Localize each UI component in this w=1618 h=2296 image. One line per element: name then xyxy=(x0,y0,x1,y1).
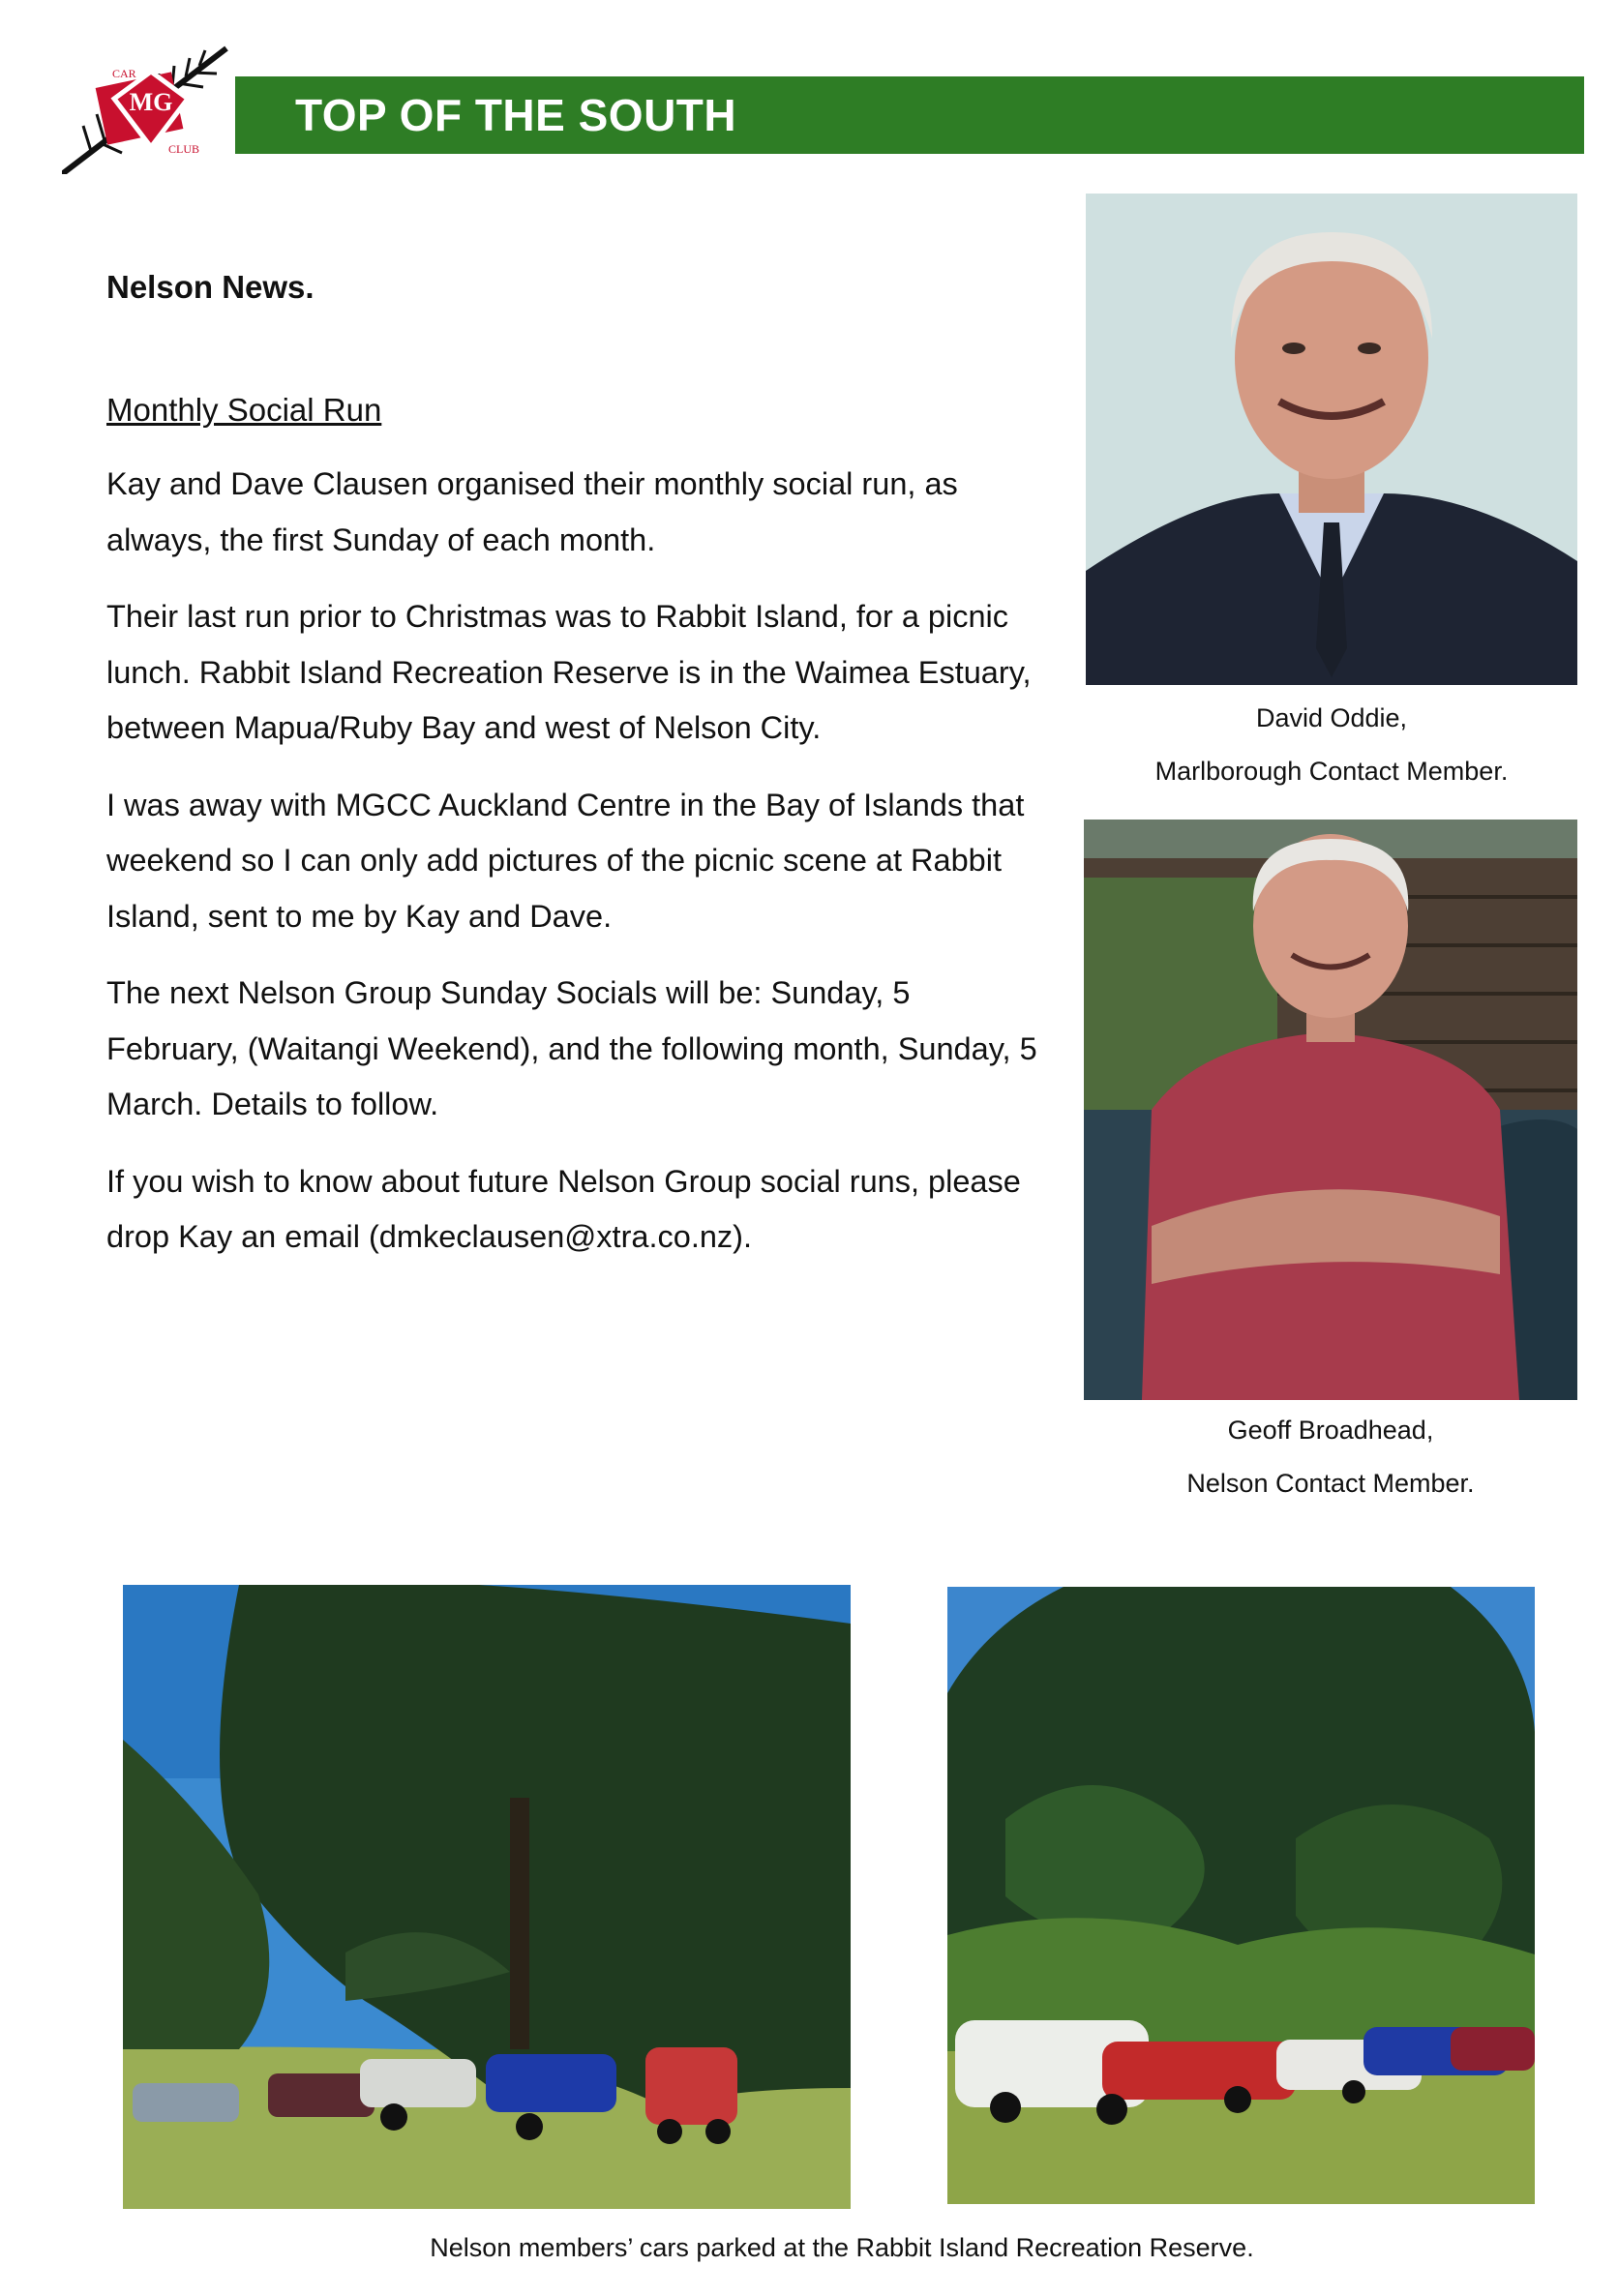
profile-role: Marlborough Contact Member. xyxy=(1154,757,1509,786)
profile-name: Geoff Broadhead, xyxy=(1227,1416,1434,1445)
logo-mg-text: MG xyxy=(129,88,173,116)
paragraph: Kay and Dave Clausen organised their monthly social run, as always, the first Sunday of each month. xyxy=(106,466,958,557)
subheading: Monthly Social Run xyxy=(106,392,382,428)
profile-role: Nelson Contact Member. xyxy=(1186,1469,1475,1498)
logo-car-text: CAR xyxy=(112,67,136,80)
section-title: Nelson News. xyxy=(106,269,315,305)
portrait-photo-geoff-broadhead xyxy=(1084,820,1577,1400)
paragraph: If you wish to know about future Nelson Group social runs, please drop Kay an email (dmkeclausen@xtra.co.nz). xyxy=(106,1163,1021,1254)
banner-title: TOP OF THE SOUTH xyxy=(295,90,737,140)
mg-car-club-logo xyxy=(62,39,236,174)
gallery-caption: Nelson members’ cars parked at the Rabbit Island Recreation Reserve. xyxy=(430,2233,1254,2262)
profile-name: David Oddie, xyxy=(1255,703,1408,732)
profile-caption xyxy=(1084,1404,1577,1510)
profile-caption xyxy=(1086,692,1577,798)
gallery-photo-cars-2 xyxy=(947,1587,1535,2204)
article-body xyxy=(106,457,1045,1287)
portrait-photo-david-oddie xyxy=(1086,194,1577,685)
paragraph: The next Nelson Group Sunday Socials will be: Sunday, 5 February, (Waitangi Weekend), and the following month, Sunday, 5 March. Details to follow. xyxy=(106,975,1037,1121)
paragraph: I was away with MGCC Auckland Centre in the Bay of Islands that weekend so I can only add pictures of the picnic scene at Rabbit Island, sent to me by Kay and Dave. xyxy=(106,787,1025,934)
section-banner xyxy=(235,76,1584,154)
logo-club-text: CLUB xyxy=(168,142,200,156)
gallery-photo-cars-1 xyxy=(123,1585,851,2209)
paragraph: Their last run prior to Christmas was to Rabbit Island, for a picnic lunch. Rabbit Island Recreation Reserve is in the Waimea Estuary, between Mapua/Ruby Bay and west of Nelson City. xyxy=(106,599,1032,745)
